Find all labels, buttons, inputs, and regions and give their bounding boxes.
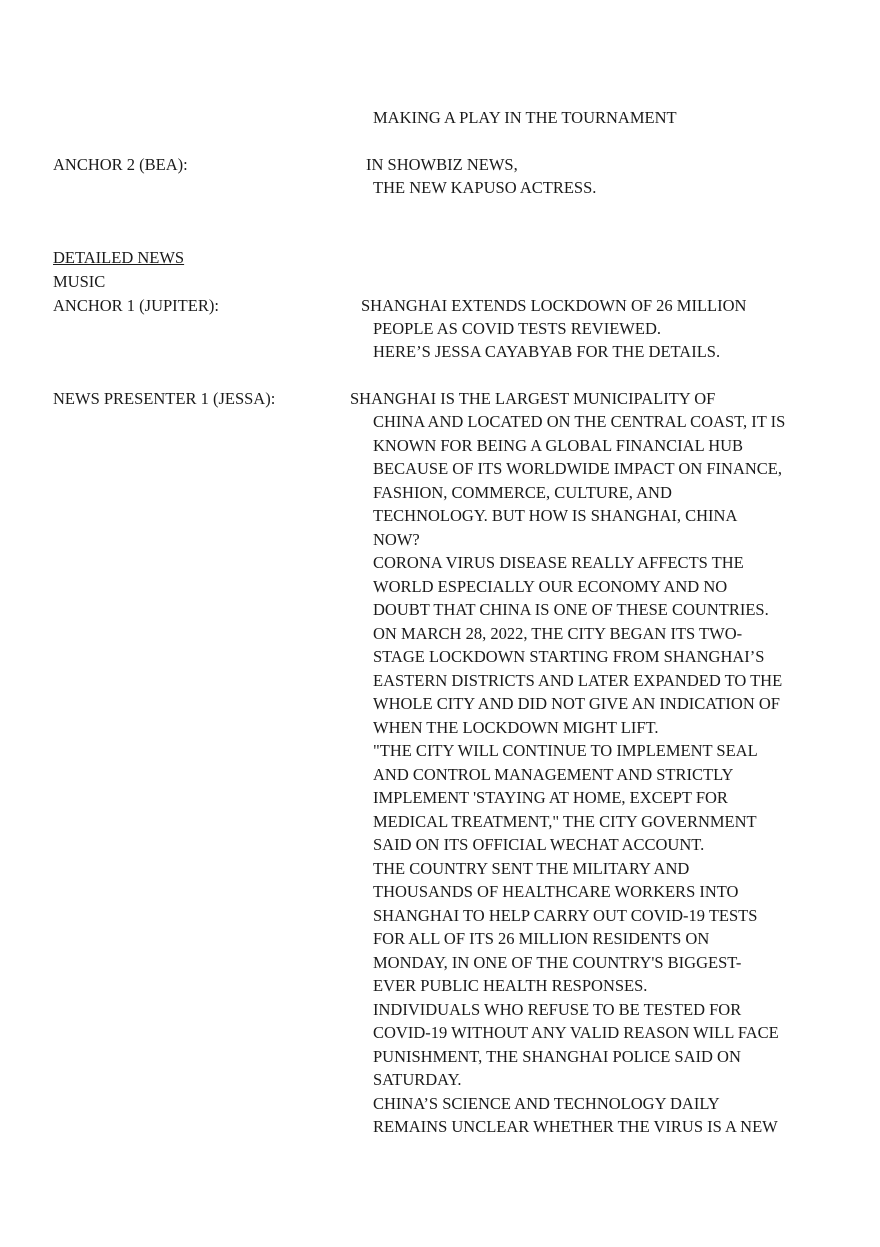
presenter-line: REMAINS UNCLEAR WHETHER THE VIRUS IS A NEW bbox=[373, 1117, 778, 1136]
presenter-line: COVID-19 WITHOUT ANY VALID REASON WILL FACE bbox=[373, 1023, 779, 1042]
speaker-label-anchor2: ANCHOR 2 (BEA): bbox=[53, 155, 188, 174]
presenter-line: WHEN THE LOCKDOWN MIGHT LIFT. bbox=[373, 717, 659, 737]
presenter-line: NOW? bbox=[373, 529, 420, 549]
presenter-line: STAGE LOCKDOWN STARTING FROM SHANGHAI’S bbox=[373, 647, 765, 666]
presenter-line: SHANGHAI IS THE LARGEST MUNICIPALITY OF bbox=[350, 389, 716, 408]
presenter-line: CHINA AND LOCATED ON THE CENTRAL COAST, IT IS bbox=[373, 412, 786, 431]
presenter-line: SHANGHAI TO HELP CARRY OUT COVID-19 TESTS bbox=[373, 905, 758, 925]
presenter-line: DOUBT THAT CHINA IS ONE OF THESE COUNTRIES. bbox=[373, 600, 769, 619]
presenter-line: PUNISHMENT, THE SHANGHAI POLICE SAID ON bbox=[373, 1046, 741, 1066]
anchor1-line: PEOPLE AS COVID TESTS REVIEWED. bbox=[373, 319, 661, 338]
presenter-line: KNOWN FOR BEING A GLOBAL FINANCIAL HUB bbox=[373, 435, 744, 455]
anchor1-line: HERE’S JESSA CAYABYAB FOR THE DETAILS. bbox=[373, 342, 721, 361]
presenter-line: FASHION, COMMERCE, CULTURE, AND bbox=[373, 482, 672, 502]
section-heading: DETAILED NEWS bbox=[53, 248, 185, 267]
presenter-line: ON MARCH 28, 2022, THE CITY BEGAN ITS TWO- bbox=[373, 623, 743, 643]
anchor1-line: SHANGHAI EXTENDS LOCKDOWN OF 26 MILLION bbox=[361, 296, 747, 315]
presenter-line: WHOLE CITY AND DID NOT GIVE AN INDICATION OF bbox=[373, 694, 780, 713]
music-cue: MUSIC bbox=[53, 272, 106, 291]
presenter-line: SAID ON ITS OFFICIAL WECHAT ACCOUNT. bbox=[373, 835, 705, 854]
script-line: MAKING A PLAY IN THE TOURNAMENT bbox=[373, 108, 677, 127]
presenter-line: THE COUNTRY SENT THE MILITARY AND bbox=[373, 858, 690, 878]
presenter-line: EASTERN DISTRICTS AND LATER EXPANDED TO THE bbox=[373, 670, 783, 690]
presenter-line: SATURDAY. bbox=[373, 1070, 462, 1089]
presenter-line: MEDICAL TREATMENT," THE CITY GOVERNMENT bbox=[373, 811, 757, 831]
speaker-label-presenter: NEWS PRESENTER 1 (JESSA): bbox=[53, 389, 276, 408]
presenter-line: CHINA’S SCIENCE AND TECHNOLOGY DAILY bbox=[373, 1093, 720, 1113]
anchor2-line: IN SHOWBIZ NEWS, bbox=[366, 155, 518, 174]
presenter-line: BECAUSE OF ITS WORLDWIDE IMPACT ON FINANCE, bbox=[373, 459, 783, 478]
presenter-line: INDIVIDUALS WHO REFUSE TO BE TESTED FOR bbox=[373, 999, 742, 1019]
presenter-line: IMPLEMENT 'STAYING AT HOME, EXCEPT FOR bbox=[373, 788, 728, 807]
presenter-line: TECHNOLOGY. BUT HOW IS SHANGHAI, CHINA bbox=[373, 506, 738, 525]
anchor2-line: THE NEW KAPUSO ACTRESS. bbox=[373, 178, 597, 197]
presenter-line: AND CONTROL MANAGEMENT AND STRICTLY bbox=[373, 764, 734, 784]
presenter-line: CORONA VIRUS DISEASE REALLY AFFECTS THE bbox=[373, 553, 744, 572]
presenter-line: EVER PUBLIC HEALTH RESPONSES. bbox=[373, 976, 648, 995]
presenter-line: MONDAY, IN ONE OF THE COUNTRY'S BIGGEST- bbox=[373, 952, 742, 972]
presenter-line: THOUSANDS OF HEALTHCARE WORKERS INTO bbox=[373, 882, 739, 901]
speaker-label-anchor1: ANCHOR 1 (JUPITER): bbox=[53, 296, 219, 315]
presenter-line: FOR ALL OF ITS 26 MILLION RESIDENTS ON bbox=[373, 929, 710, 948]
presenter-line: "THE CITY WILL CONTINUE TO IMPLEMENT SEAL bbox=[373, 741, 758, 760]
presenter-line: WORLD ESPECIALLY OUR ECONOMY AND NO bbox=[373, 576, 728, 596]
